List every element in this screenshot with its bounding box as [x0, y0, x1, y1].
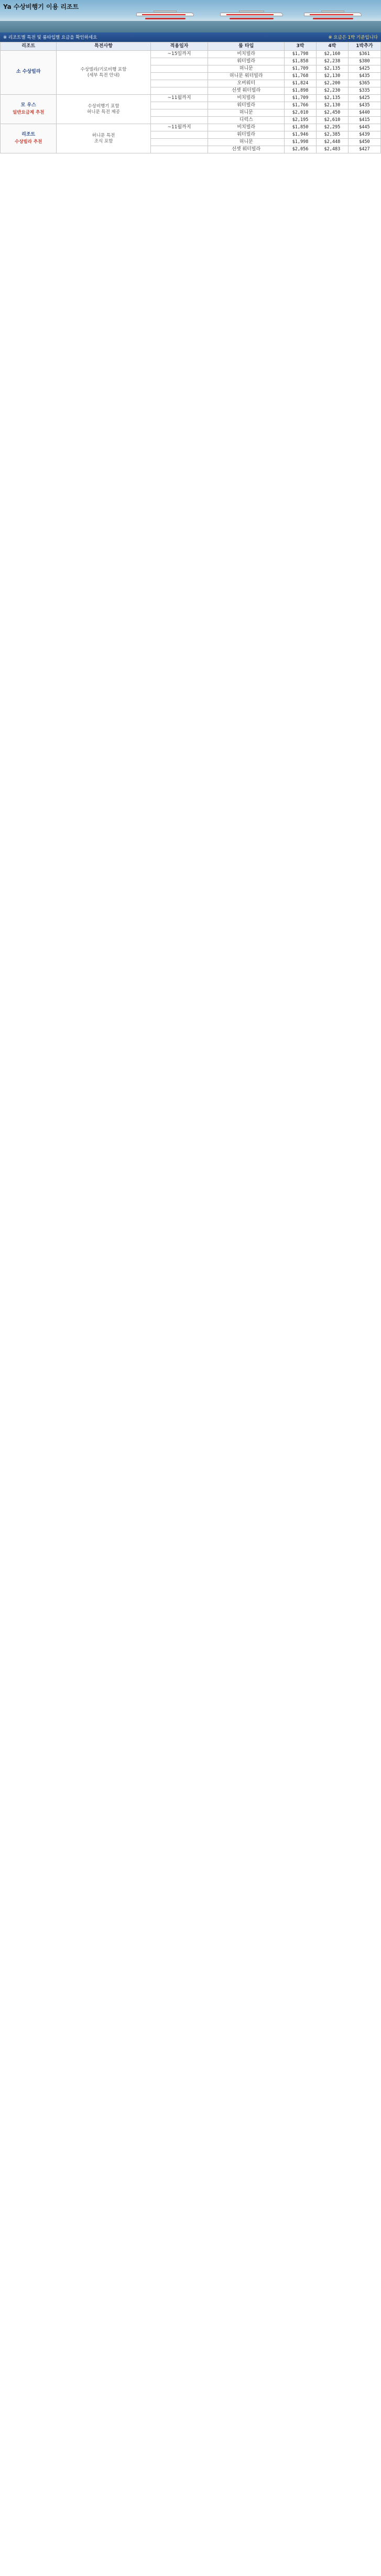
period-cell	[150, 117, 208, 124]
header-banner	[0, 0, 381, 32]
benefit-line: 수상빌라/기로비행 포함	[80, 67, 127, 72]
price-3n-cell: $1,798	[285, 51, 317, 58]
price-4n-cell: $2,200	[316, 80, 348, 87]
resort-name[interactable]: 모 우스	[20, 103, 36, 108]
price-extra-cell: $415	[348, 117, 380, 124]
info-left: ※ 리조트별 특전 및 룸타입별 요금을 확인하세요	[3, 35, 97, 40]
price-extra-cell: $361	[348, 51, 380, 58]
period-cell	[150, 146, 208, 153]
info-bar	[0, 32, 381, 42]
price-extra-cell: $335	[348, 87, 380, 95]
price-3n-cell: $2,056	[285, 146, 317, 153]
price-3n-cell: $1,998	[285, 139, 317, 146]
period-cell: ~11월까지	[150, 95, 208, 102]
period-cell	[150, 109, 208, 117]
price-4n-cell: $2,450	[316, 109, 348, 117]
table-row	[1, 95, 381, 102]
page-title: Ya 수상비행기 이용 리조트	[3, 3, 79, 10]
benefit-line: 조식 포함	[94, 138, 113, 144]
seaplane-icon	[220, 9, 283, 19]
benefit-cell	[57, 51, 150, 95]
table-row	[1, 124, 381, 131]
price-3n-cell: $1,824	[285, 80, 317, 87]
price-4n-cell: $2,238	[316, 58, 348, 65]
benefit-line: (세부 특전 안내)	[87, 72, 120, 78]
price-4n-cell: $2,135	[316, 65, 348, 73]
period-cell	[150, 65, 208, 73]
room-type-cell: 디럭스	[208, 117, 285, 124]
price-extra-cell: $427	[348, 146, 380, 153]
price-extra-cell: $445	[348, 124, 380, 131]
price-extra-cell: $450	[348, 139, 380, 146]
room-type-cell: 선셋 워터빌라	[208, 87, 285, 95]
column-header: 4박	[316, 42, 348, 51]
room-type-cell: 비치빌라	[208, 95, 285, 102]
price-3n-cell: $1,766	[285, 102, 317, 109]
rates-table	[0, 42, 381, 153]
price-4n-cell: $2,160	[316, 51, 348, 58]
price-3n-cell: $2,195	[285, 117, 317, 124]
price-extra-cell: $425	[348, 65, 380, 73]
price-4n-cell: $2,448	[316, 139, 348, 146]
price-3n-cell: $1,709	[285, 95, 317, 102]
price-4n-cell: $2,385	[316, 131, 348, 139]
price-3n-cell: $1,850	[285, 124, 317, 131]
column-header: 룸 타입	[208, 42, 285, 51]
column-header: 1박추가	[348, 42, 380, 51]
room-type-cell: 워터빌라	[208, 131, 285, 139]
column-header: 3박	[285, 42, 317, 51]
room-type-cell: 선셋 워터빌라	[208, 146, 285, 153]
price-3n-cell: $2,010	[285, 109, 317, 117]
price-4n-cell: $2,295	[316, 124, 348, 131]
period-cell: ~15일까지	[150, 51, 208, 58]
price-4n-cell: $2,610	[316, 117, 348, 124]
price-3n-cell: $1,858	[285, 58, 317, 65]
room-type-cell: 워터빌라	[208, 58, 285, 65]
period-cell	[150, 131, 208, 139]
price-4n-cell: $2,130	[316, 73, 348, 80]
resort-name[interactable]: 소 수상빌라	[16, 69, 41, 74]
room-type-cell: 비치빌라	[208, 124, 285, 131]
period-cell: ~11월까지	[150, 124, 208, 131]
table-row	[1, 51, 381, 58]
resort-badge: 일반요금제 추천	[13, 110, 45, 115]
page	[0, 0, 381, 153]
column-header: 리조트	[1, 42, 57, 51]
benefit-cell	[57, 95, 150, 124]
resort-badge: 수상빌라 추천	[15, 139, 42, 145]
rates-body	[1, 51, 381, 153]
period-cell	[150, 102, 208, 109]
price-extra-cell: $435	[348, 102, 380, 109]
period-cell	[150, 73, 208, 80]
resort-cell	[1, 95, 57, 124]
seaplane-icon	[136, 9, 194, 19]
price-3n-cell: $1,768	[285, 73, 317, 80]
room-type-cell: 허니문 워터빌라	[208, 73, 285, 80]
period-cell	[150, 87, 208, 95]
price-4n-cell: $2,483	[316, 146, 348, 153]
sea-illustration	[0, 21, 381, 32]
price-3n-cell: $1,898	[285, 87, 317, 95]
price-extra-cell: $435	[348, 73, 380, 80]
benefit-cell	[57, 124, 150, 153]
room-type-cell: 비치빌라	[208, 51, 285, 58]
seaplane-icon	[304, 9, 362, 19]
room-type-cell: 허니문	[208, 109, 285, 117]
price-extra-cell: $425	[348, 95, 380, 102]
price-extra-cell: $365	[348, 80, 380, 87]
room-type-cell: 허니문	[208, 65, 285, 73]
resort-cell	[1, 51, 57, 95]
column-header: 특전사항	[57, 42, 150, 51]
benefit-line: 허니문 특전	[92, 132, 115, 138]
room-type-cell: 워터빌라	[208, 102, 285, 109]
price-3n-cell: $1,946	[285, 131, 317, 139]
price-4n-cell: $2,130	[316, 102, 348, 109]
price-3n-cell: $1,709	[285, 65, 317, 73]
price-4n-cell: $2,230	[316, 87, 348, 95]
benefit-line: 수상비행기 포함	[88, 103, 119, 109]
resort-name[interactable]: 리조트	[21, 132, 36, 137]
resort-cell	[1, 124, 57, 153]
benefit-line: 허니문 특전 제공	[87, 109, 120, 115]
period-cell	[150, 80, 208, 87]
period-cell	[150, 139, 208, 146]
column-header: 적용일자	[150, 42, 208, 51]
price-extra-cell: $439	[348, 131, 380, 139]
price-extra-cell: $380	[348, 58, 380, 65]
room-type-cell: 오버워터	[208, 80, 285, 87]
price-4n-cell: $2,135	[316, 95, 348, 102]
price-extra-cell: $440	[348, 109, 380, 117]
period-cell	[150, 58, 208, 65]
room-type-cell: 허니문	[208, 139, 285, 146]
table-header	[1, 42, 381, 51]
info-right: ※ 요금은 1박 기준입니다	[328, 35, 378, 40]
